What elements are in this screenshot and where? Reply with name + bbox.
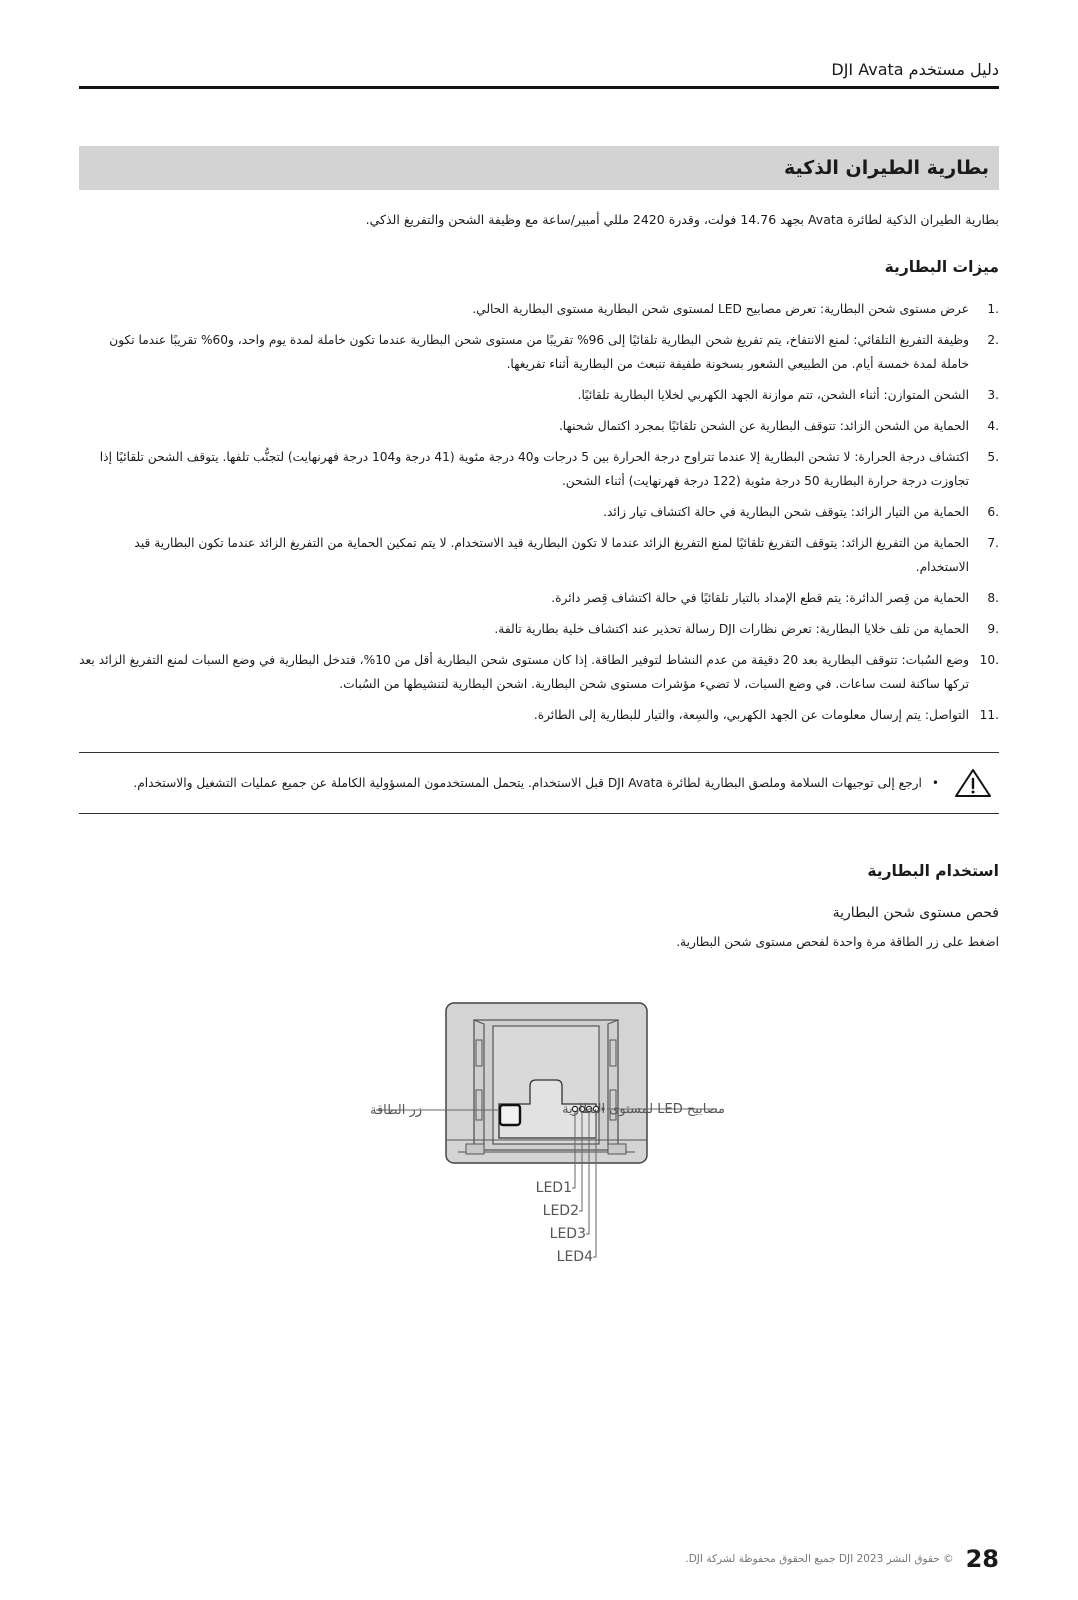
list-item bbox=[79, 500, 999, 524]
led1-label: LED1 bbox=[535, 1180, 572, 1196]
list-item bbox=[79, 586, 999, 610]
item-text: عرض مستوى شحن البطارية: تعرض مصابيح LED لمستوى شحن البطارية مستوى البطارية الحالي. bbox=[472, 302, 969, 316]
features-heading: ميزات البطارية bbox=[884, 258, 999, 276]
features-list bbox=[79, 297, 999, 734]
led4-label: LED4 bbox=[556, 1249, 593, 1265]
item-number: 6. bbox=[987, 505, 999, 519]
section-intro: بطارية الطيران الذكية لطائرة Avata بجهد 14.76 فولت، وقدرة 2420 مللي أمبير/ساعة مع وظيفة الشحن والتفريغ الذكي. bbox=[365, 212, 999, 227]
led2-label: LED2 bbox=[542, 1203, 579, 1219]
item-text: الحماية من التيار الزائد: يتوقف شحن البطارية في حالة اكتشاف تيار زائد. bbox=[603, 505, 969, 519]
item-number: 11. bbox=[979, 708, 999, 722]
list-item bbox=[79, 703, 999, 727]
item-text: الحماية من التفريغ الزائد: يتوقف التفريغ تلقائيًا لمنع التفريغ الزائد عندما لا تكون البطارية قيد الاستخدام. لا يتم تمكين الحماية من التفريغ الزائد عندما تكون البطارية قيد الاستخدام. bbox=[134, 536, 969, 574]
list-item bbox=[79, 383, 999, 407]
item-text: الحماية من الشحن الزائد: تتوقف البطارية عن الشحن تلقائيًا بمجرد اكتمال شحنها. bbox=[558, 419, 969, 433]
list-item bbox=[79, 531, 999, 579]
section-title: بطارية الطيران الذكية bbox=[783, 157, 989, 179]
list-item bbox=[79, 414, 999, 438]
item-text: الحماية من تلف خلايا البطارية: تعرض نظارات DJI رسالة تحذير عند اكتشاف خلية بطارية تالفة. bbox=[494, 622, 969, 636]
warning-triangle-icon bbox=[953, 767, 993, 799]
document-title: دليل مستخدم DJI Avata bbox=[831, 60, 999, 79]
item-number: 2. bbox=[987, 333, 999, 347]
battery-illustration bbox=[0, 1000, 1078, 1300]
page-number: 28 bbox=[965, 1545, 999, 1573]
item-number: 4. bbox=[987, 419, 999, 433]
power-button-label: زر الطاقة bbox=[370, 1103, 423, 1118]
item-number: 1. bbox=[987, 302, 999, 316]
bullet: • bbox=[931, 776, 939, 790]
warning-note bbox=[79, 752, 999, 814]
list-item bbox=[79, 617, 999, 641]
warning-text: ارجع إلى توجيهات السلامة وملصق البطارية لطائرة DJI Avata قبل الاستخدام. يتحمل المستخدمون المسؤولية الكاملة عن جميع عمليات التشغيل والاستخدام. bbox=[133, 776, 922, 790]
led-indicators-label: مصابيح LED لمستوى البطارية bbox=[562, 1102, 725, 1117]
usage-heading: استخدام البطارية bbox=[867, 862, 999, 880]
list-item bbox=[79, 445, 999, 493]
item-number: 7. bbox=[987, 536, 999, 550]
item-text: وضع السُبات: تتوقف البطارية بعد 20 دقيقة من عدم النشاط لتوفير الطاقة. إذا كان مستوى شحن البطارية أقل من 10%، فتدخل البطارية في وضع السبات لمنع التفريغ الزائد بعد تركها ساكنة لست ساعات. في وضع السبات، لا تضيء مؤشرات مستوى شحن البطارية. اشحن البطارية لتنشيطها من السُبات. bbox=[79, 653, 969, 691]
item-number: 5. bbox=[987, 450, 999, 464]
item-number: 10. bbox=[979, 653, 999, 667]
usage-subheading: فحص مستوى شحن البطارية bbox=[832, 905, 999, 921]
section-band bbox=[79, 146, 999, 190]
item-number: 3. bbox=[987, 388, 999, 402]
page-header bbox=[79, 58, 999, 89]
list-item bbox=[79, 328, 999, 376]
page-footer bbox=[79, 1544, 999, 1574]
item-text: اكتشاف درجة الحرارة: لا تشحن البطارية إلا عندما تتراوح درجة الحرارة بين 5 درجات و40 درجة مئوية (41 درجة و104 درجة فهرنهايت) لتجنُّب تلفها. يتوقف الشحن تلقائيًا إذا تجاوزت درجة حرارة البطارية 50 درجة مئوية (122 درجة فهرنهايت) أثناء الشحن. bbox=[99, 450, 969, 488]
list-item bbox=[79, 648, 999, 696]
power-button bbox=[500, 1105, 520, 1125]
item-number: 9. bbox=[987, 622, 999, 636]
item-number: 8. bbox=[987, 591, 999, 605]
item-text: الشحن المتوازن: أثناء الشحن، تتم موازنة الجهد الكهربي لخلايا البطارية تلقائيًا. bbox=[577, 388, 969, 402]
copyright-notice: © حقوق النشر DJI 2023 جميع الحقوق محفوظة لشركة DJI. bbox=[685, 1553, 954, 1565]
item-text: وظيفة التفريغ التلقائي: لمنع الانتفاخ، يتم تفريغ شحن البطارية تلقائيًا إلى 96% تقريبًا من مستوى شحن البطارية عندما تكون خاملة لمدة يوم واحد، و60% تقريبًا عندما تكون خاملة لمدة خمسة أيام. من الطبيعي الشعور بسخونة طفيفة تنبعث من البطارية أثناء تفريغها. bbox=[109, 333, 969, 371]
list-item bbox=[79, 297, 999, 321]
item-text: الحماية من قِصر الدائرة: يتم قطع الإمداد بالتيار تلقائيًا في حالة اكتشاف قِصر دائرة. bbox=[551, 591, 969, 605]
usage-step: اضغط على زر الطاقة مرة واحدة لفحص مستوى شحن البطارية. bbox=[676, 935, 999, 949]
item-text: التواصل: يتم إرسال معلومات عن الجهد الكهربي، والسِعة، والتيار للبطارية إلى الطائرة. bbox=[533, 708, 969, 722]
led3-label: LED3 bbox=[549, 1226, 586, 1242]
